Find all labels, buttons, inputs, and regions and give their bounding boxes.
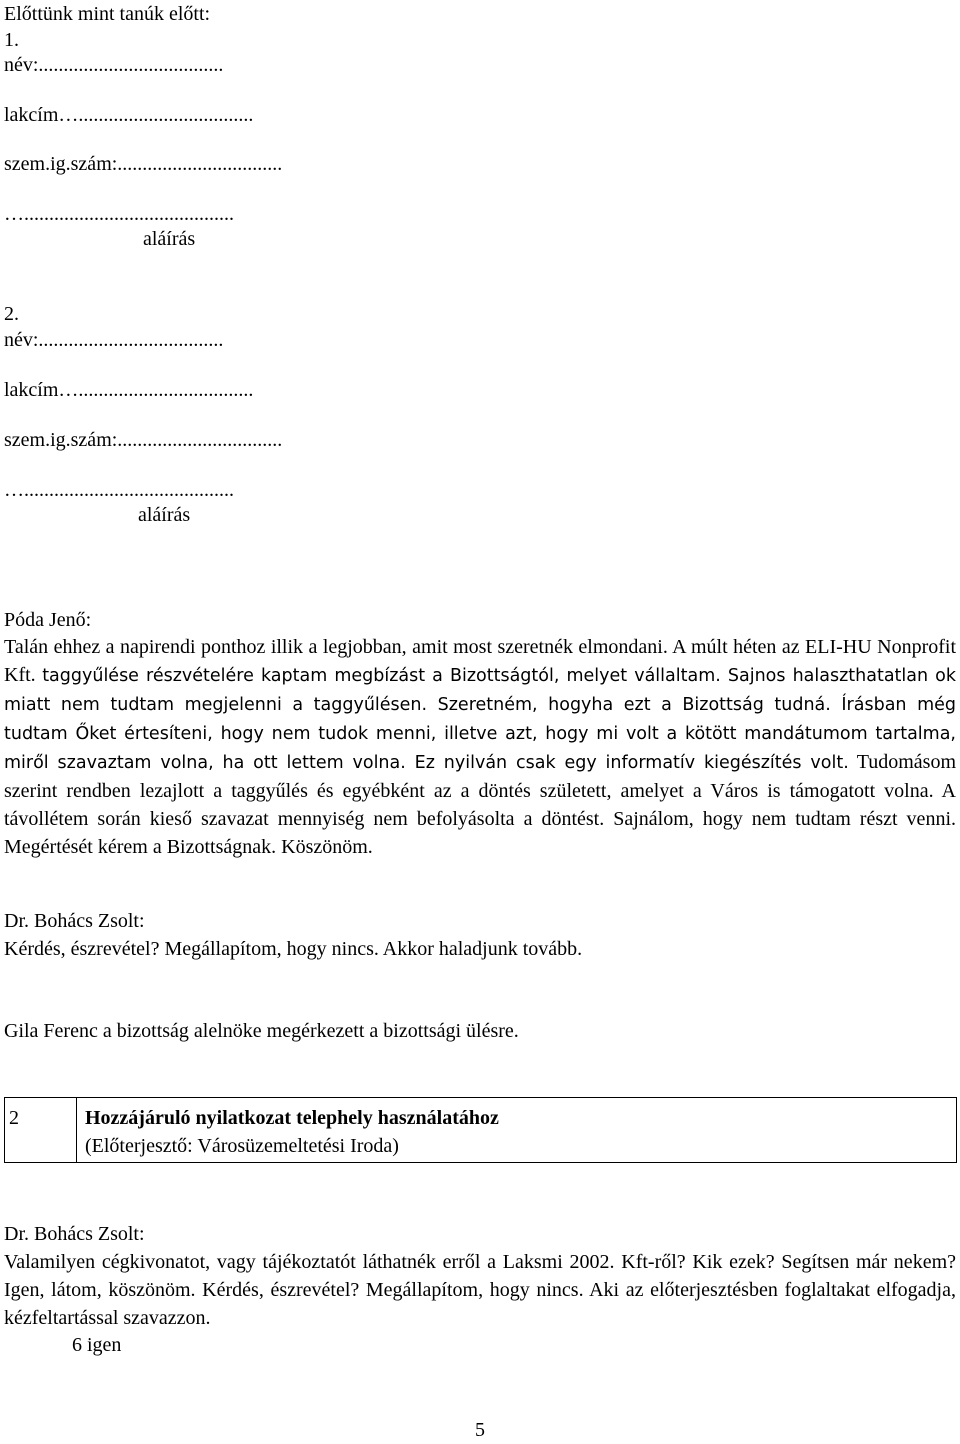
witness-2-signature-label: aláírás — [138, 504, 191, 526]
witness-1-address-field: lakcím…................................... — [4, 104, 254, 126]
agenda-item-table — [4, 1097, 957, 1163]
speaker-name: Póda Jenő: — [4, 609, 92, 631]
agenda-item-presenter: (Előterjesztő: Városüzemeltetési Iroda) — [85, 1135, 399, 1157]
speaker-name: Dr. Bohács Zsolt: — [4, 910, 145, 932]
speech-text: Kérdés, észrevétel? Megállapítom, hogy nincs. Akkor haladjunk tovább. — [4, 938, 583, 960]
meeting-note: Gila Ferenc a bizottság alelnöke megérkezett a bizottsági ülésre. — [4, 1020, 519, 1042]
witness-1-name-field: név:..................................... — [4, 54, 224, 76]
witness-1-number: 1. — [4, 29, 19, 51]
speech-paragraph-3: Valamilyen cégkivonatot, vagy tájékoztatót láthatnék erről a Laksmi 2002. Kft-ről? Kik ezek? Segítsen már nekem? Igen, látom, köszönöm. Kérdés, észrevétel? Megállapítom, hogy nincs. Aki az előterjesztésben foglaltakat elfogadja, kézfeltartással szavazzon. — [4, 1251, 956, 1329]
witness-1-signature-line: ….......................................... — [4, 203, 234, 225]
agenda-item-title: Hozzájáruló nyilatkozat telephely használatához — [85, 1107, 499, 1129]
agenda-item-number: 2 — [5, 1098, 77, 1162]
agenda-item-body — [77, 1098, 499, 1162]
page-number: 5 — [475, 1419, 485, 1441]
witness-2-signature-line: ….......................................... — [4, 479, 234, 501]
vote-result: 6 igen — [72, 1334, 122, 1356]
speech-text-serif: Talán ehhez a napirendi ponthoz illik a legjobban, amit most szeretnék elmondani. A múlt héten az ELI-HU Nonprofit Kft. — [4, 636, 956, 686]
witness-2-address-field: lakcím…................................... — [4, 379, 254, 401]
speech-paragraph-1 — [4, 633, 956, 861]
witness-2-id-field: szem.ig.szám:................................. — [4, 429, 283, 451]
speech-text-serif: Tudomásom szerint rendben lezajlott a taggyűlés és egyébként az a döntés született, amelyet a Város is támogatott volna. A távollétem során kieső szavazat mennyiség nem befolyásolta a döntést. Sajnálom, hogy nem tudtam részt venni. Megértését kérem a Bizottságnak. Köszönöm. — [4, 751, 957, 858]
speaker-name: Dr. Bohács Zsolt: — [4, 1223, 145, 1245]
witness-2-name-field: név:..................................... — [4, 329, 224, 351]
witness-1-signature-label: aláírás — [143, 228, 196, 250]
witness-1-id-field: szem.ig.szám:................................. — [4, 153, 283, 175]
witness-heading: Előttünk mint tanúk előtt: — [4, 3, 211, 25]
witness-2-number: 2. — [4, 303, 19, 325]
speech-text-sans: taggyűlése részvételére kaptam megbízást a Bizottságtól, melyet vállaltam. Sajnos halaszthatatlan ok miatt nem tudtam megjelenni a taggyűlésen. Szeretném, hogyha ezt a Bizottság tudná. Írásban még tudtam Őket értesíteni, hogy nem tudok menni, illetve azt, hogy mi volt a kötött mandátumom tartalma, miről szavaztam volna, ha ott lettem volna. Ez nyilván csak egy informatív kiegészítés volt. — [4, 666, 956, 773]
